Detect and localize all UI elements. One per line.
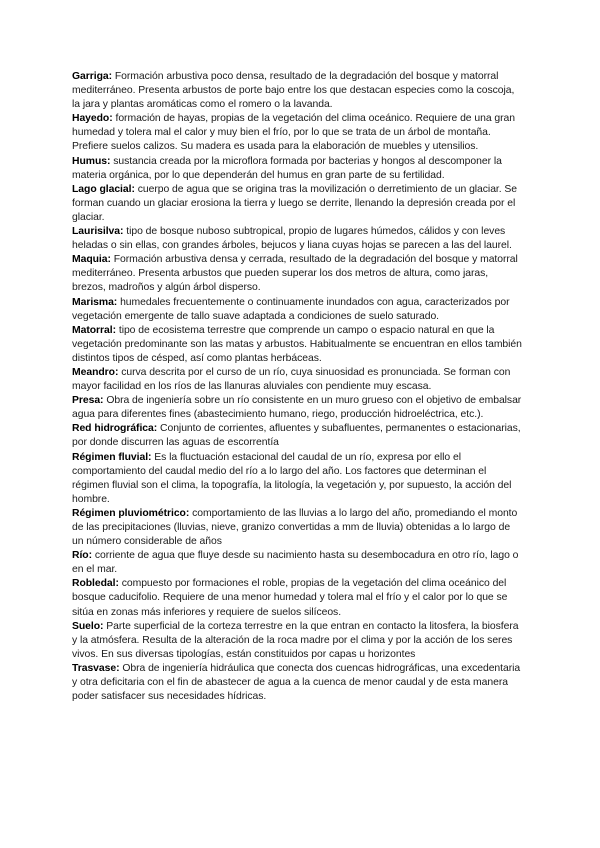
glossary-entry-meandro — [72, 366, 524, 394]
term-presa: Presa: — [72, 395, 104, 407]
term-suelo: Suelo: — [72, 620, 104, 632]
glossary-entry-robledal — [72, 577, 524, 619]
definition-lago-glacial: cuerpo de agua que se origina tras la movilización o derretimiento de un glaciar. Se forman cuando un glaciar erosiona la tierra y luego se derrite, llenando la depresión creada por el glaciar. — [72, 183, 518, 223]
definition-presa: Obra de ingeniería sobre un río consistente en un muro grueso con el objetivo de embalsar agua para diferentes fines (abastecimiento humano, riego, producción hidroeléctrica, etc.). — [72, 395, 522, 421]
document-page — [72, 70, 524, 704]
definition-hayedo: formación de hayas, propias de la vegetación del clima oceánico. Requiere de una gran humedad y tolera mal el calor y muy bien el frío, por lo que se trata de un árbol de montaña. Prefiere suelos calizos. Su madera es usada para la elaboración de muebles y utensilios. — [72, 113, 515, 153]
term-red-hidrografica: Red hidrográfica: — [72, 423, 158, 435]
definition-maquia: Formación arbustiva densa y cerrada, resultado de la degradación del bosque y matorral mediterráneo. Presenta arbustos que pueden superar los dos metros de altura, como jaras, brezos, madroños y algún árbol disperso. — [72, 254, 518, 294]
definition-garriga: Formación arbustiva poco densa, resultado de la degradación del bosque y matorral mediterráneo. Presenta arbustos de porte bajo entre los que destacan especies como la coscoja, la jara y plantas aromáticas como el romero o la lavanda. — [72, 71, 515, 111]
term-regimen-pluviometrico: Régimen pluviométrico: — [72, 507, 190, 519]
definition-marisma: humedales frecuentemente o continuamente inundados con agua, caracterizados por vegetación emergente de tallo suave adaptada a condiciones de suelo saturado. — [72, 296, 510, 322]
term-lago-glacial: Lago glacial: — [72, 183, 135, 195]
definition-humus: sustancia creada por la microflora formada por bacterias y hongos al descomponer la materia orgánica, por lo que dependerán del humus en gran parte de su fertilidad. — [72, 155, 502, 181]
definition-suelo: Parte superficial de la corteza terrestre en la que entran en contacto la litosfera, la biosfera y la atmósfera. Resulta de la alteración de la roca madre por el clima y por la acción de los seres vivos. En sus diversas tipologías, están constituidos por capas u horizontes — [72, 620, 519, 660]
glossary-entry-matorral — [72, 324, 524, 366]
definition-robledal: compuesto por formaciones el roble, propias de la vegetación del clima oceánico del bosque caducifolio. Requiere de una menor humedad y tolera mal el frío y el calor por lo que se sitúa en zonas más inferiores y requiere de suelos silíceos. — [72, 578, 508, 618]
term-maquia: Maquia: — [72, 254, 111, 266]
glossary-entry-laurisilva — [72, 225, 524, 253]
term-laurisilva: Laurisilva: — [72, 226, 124, 238]
glossary-entry-suelo — [72, 620, 524, 662]
term-marisma: Marisma: — [72, 296, 118, 308]
glossary-entry-lago-glacial — [72, 183, 524, 225]
glossary-entry-presa — [72, 394, 524, 422]
term-regimen-fluvial: Régimen fluvial: — [72, 451, 152, 463]
glossary-entry-garriga — [72, 70, 524, 112]
term-garriga: Garriga: — [72, 71, 113, 82]
term-matorral: Matorral: — [72, 324, 117, 336]
glossary-entry-regimen-fluvial — [72, 451, 524, 507]
glossary-entry-hayedo — [72, 112, 524, 154]
definition-rio: corriente de agua que fluye desde su nacimiento hasta su desembocadura en otro río, lago o en el mar. — [72, 550, 519, 576]
glossary-entry-humus — [72, 155, 524, 183]
definition-regimen-pluviometrico: comportamiento de las lluvias a lo largo del año, promediando el monto de las precipitaciones (lluvias, nieve, granizo convertidas a mm de lluvia) obtenidas a lo largo de un número considerable de años — [72, 507, 518, 548]
glossary-entry-rio — [72, 549, 524, 577]
term-rio: Río: — [72, 550, 92, 562]
glossary-entry-maquia — [72, 253, 524, 295]
definition-regimen-fluvial: Es la fluctuación estacional del caudal de un río, expresa por ello el comportamiento del caudal medio del río a lo largo del año. Los factores que determinan el régimen fluvial son el clima, la topografía, la litología, la vegetación y, por supuesto, la acción del hombre. — [72, 451, 512, 505]
glossary-entry-red-hidrografica — [72, 422, 524, 450]
definition-matorral: tipo de ecosistema terrestre que comprende un campo o espacio natural en que la vegetación predominante son las matas y arbustos. Habitualmente se encuentran en ellos también distintos tipos de césped, así como plantas herbáceas. — [72, 324, 522, 364]
glossary-entry-marisma — [72, 296, 524, 324]
definition-red-hidrografica: Conjunto de corrientes, afluentes y subafluentes, permanentes o estacionarias, por donde discurren las aguas de escorrentía — [72, 423, 521, 449]
glossary-entry-trasvase — [72, 662, 524, 704]
term-humus: Humus: — [72, 155, 111, 167]
definition-meandro: curva descrita por el curso de un río, cuya sinuosidad es pronunciada. Se forman con mayor facilidad en los ríos de las llanuras aluviales con pendiente muy escasa. — [72, 366, 511, 393]
term-hayedo: Hayedo: — [72, 113, 113, 125]
term-meandro: Meandro: — [72, 366, 119, 378]
definition-laurisilva: tipo de bosque nuboso subtropical, propio de lugares húmedos, cálidos y con leves heladas o sin ellas, con grandes árboles, bejucos y liana cuyas hojas se parecen a las del laurel. — [72, 226, 512, 252]
term-robledal: Robledal: — [72, 578, 119, 590]
definition-trasvase: Obra de ingeniería hidráulica que conecta dos cuencas hidrográficas, una excedentaria y otra deficitaria con el fin de abastecer de agua a la cuenca de menor caudal y de esta manera poder satisfacer sus necesidades hídricas. — [72, 662, 521, 703]
term-trasvase: Trasvase: — [72, 662, 120, 674]
glossary-entry-regimen-pluviometrico — [72, 507, 524, 549]
